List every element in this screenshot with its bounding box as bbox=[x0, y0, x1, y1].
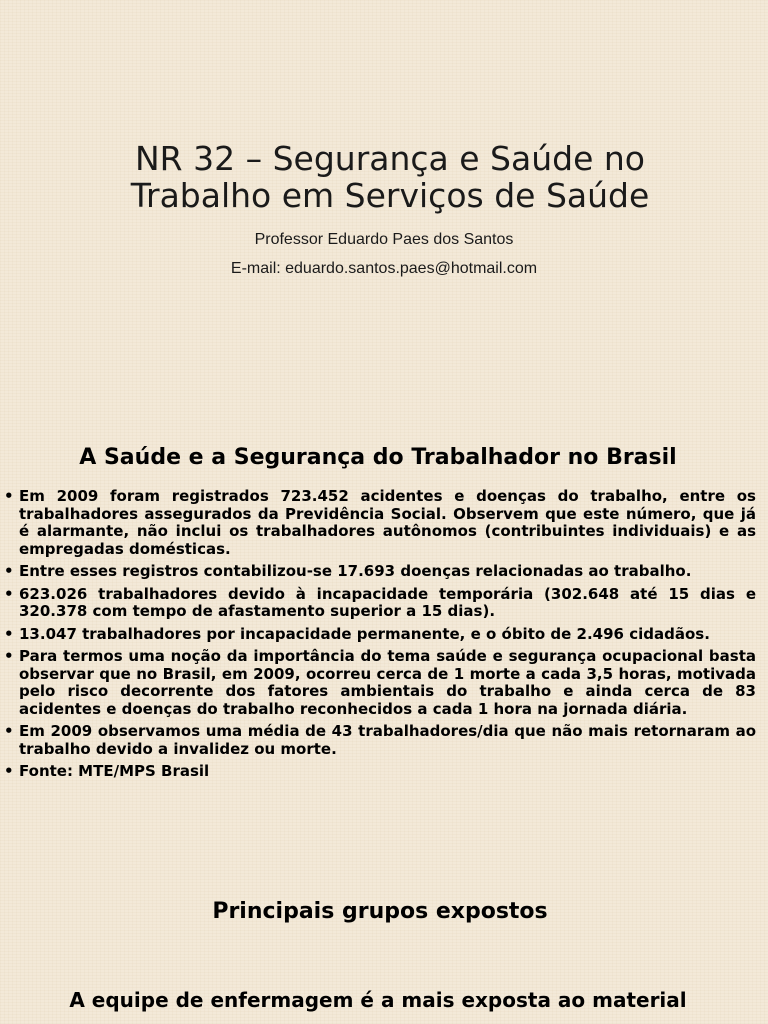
bullet-item bbox=[4, 488, 756, 558]
bullet-item bbox=[4, 648, 756, 718]
bullet-glyph: • bbox=[4, 647, 14, 665]
bullet-item bbox=[4, 563, 756, 581]
author-email: E-mail: eduardo.santos.paes@hotmail.com bbox=[230, 260, 538, 277]
bullet-item-source bbox=[4, 763, 756, 781]
bullet-item bbox=[4, 723, 756, 758]
bullet-list bbox=[4, 488, 756, 786]
bullet-text: 13.047 trabalhadores por incapacidade permanente, e o óbito de 2.496 cidadãos. bbox=[19, 624, 710, 643]
bullet-glyph: • bbox=[4, 762, 14, 780]
bullet-item bbox=[4, 626, 756, 644]
bullet-text: 623.026 trabalhadores devido à incapacidade temporária (302.648 até 15 dias e 320.378 com tempo de afastamento superior a 15 dias). bbox=[19, 584, 756, 620]
bullet-glyph: • bbox=[4, 562, 14, 580]
bullet-item bbox=[4, 586, 756, 621]
slide-title bbox=[90, 140, 690, 214]
bullet-text: Fonte: MTE/MPS Brasil bbox=[19, 762, 210, 780]
section-heading-exposed-groups: Principais grupos expostos bbox=[212, 899, 548, 924]
bullet-glyph: • bbox=[4, 487, 14, 505]
slide-title-line-1: NR 32 – Segurança e Saúde no bbox=[135, 139, 645, 178]
bullet-text: Em 2009 foram registrados 723.452 acidentes e doenças do trabalho, entre os trabalhadores assegurados da Previdência Social. Observem que este número, que já é alarmante, não inclui os trabalhadores autônomos (contribuintes individuais) e as empregadas domésticas. bbox=[19, 487, 756, 558]
slide-title-line-2: Trabalho em Serviços de Saúde bbox=[130, 176, 650, 215]
section-subheading-nursing-team: A equipe de enfermagem é a mais exposta ao material bbox=[69, 988, 687, 1012]
section-heading-health-safety: A Saúde e a Segurança do Trabalhador no Brasil bbox=[79, 445, 677, 470]
bullet-glyph: • bbox=[4, 722, 14, 740]
bullet-text: Para termos uma noção da importância do tema saúde e segurança ocupacional basta observar que no Brasil, em 2009, ocorreu cerca de 1 morte a cada 3,5 horas, motivada pelo risco decorrente dos fatores ambientais do trabalho e ainda cerca de 83 acidentes e doenças do trabalho reconhecidos a cada 1 hora na jornada diária. bbox=[19, 647, 756, 718]
bullet-glyph: • bbox=[4, 584, 14, 603]
author-name: Professor Eduardo Paes dos Santos bbox=[254, 231, 514, 248]
bullet-text: Entre esses registros contabilizou-se 17.693 doenças relacionadas ao trabalho. bbox=[19, 562, 692, 580]
bullet-glyph: • bbox=[4, 624, 14, 643]
bullet-text: Em 2009 observamos uma média de 43 trabalhadores/dia que não mais retornaram ao trabalho devido a invalidez ou morte. bbox=[19, 722, 756, 758]
